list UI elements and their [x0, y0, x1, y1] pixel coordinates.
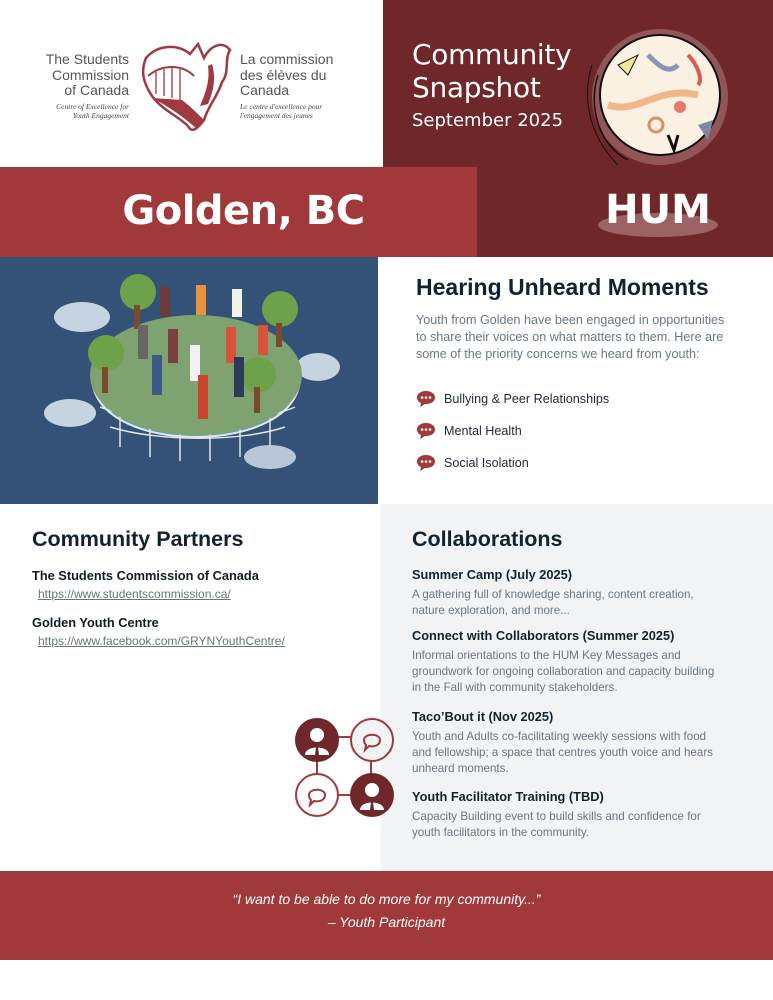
svg-text:HUM: HUM: [605, 187, 711, 233]
section-heading: Collaborations: [412, 527, 563, 551]
list-item: [416, 415, 609, 447]
section-heading: Hearing Unheard Moments: [416, 274, 709, 300]
hum-logo-icon: [578, 25, 738, 240]
partner-link[interactable]: https://www.studentscommission.ca/: [38, 587, 231, 601]
speech-bubble-icon: [416, 422, 436, 440]
logo-fr-line: Canada: [240, 82, 290, 98]
collaboration-network-icon: [293, 713, 398, 821]
collaboration-item: [412, 709, 722, 777]
partner-link[interactable]: https://www.facebook.com/GRYNYouthCentre/: [38, 634, 285, 648]
quote-banner: [0, 871, 773, 960]
title-line: Snapshot: [412, 71, 541, 104]
quote-text: “I want to be able to do more for my community...”: [232, 891, 541, 907]
logo-french-text: [240, 52, 333, 120]
speech-bubble-icon: [416, 390, 436, 408]
collaborations-section: [381, 504, 773, 871]
list-item: [416, 447, 609, 479]
logo-fr-line: La commission: [240, 51, 334, 67]
collaboration-description: Informal orientations to the HUM Key Messages and groundwork for ongoing collaboration and capacity building in the Fall with community stakeholders.: [412, 649, 715, 694]
tagline-line: l'engagement des jeunes: [240, 110, 313, 120]
logo-english-text: [46, 52, 129, 120]
logo-fr-line: des élèves du: [240, 66, 327, 83]
logo-en-tagline: [46, 102, 129, 120]
collaboration-description: A gathering full of knowledge sharing, content creation, nature exploration, and more...: [412, 588, 694, 617]
collaboration-title: Youth Facilitator Training (TBD): [412, 789, 604, 804]
partner-item: [32, 615, 285, 648]
section-heading: Community Partners: [32, 527, 244, 551]
page-title: [412, 38, 571, 104]
quote-attribution: – Youth Participant: [327, 914, 446, 930]
city-name: Golden, BC: [122, 188, 365, 234]
partner-name: The Students Commission of Canada: [32, 568, 259, 583]
community-illustration: [0, 257, 378, 504]
collaboration-description: Capacity Building event to build skills and confidence for youth facilitators in the community.: [412, 810, 701, 839]
city-banner: [0, 167, 477, 257]
collaboration-title: Taco’Bout it (Nov 2025): [412, 709, 554, 724]
collaboration-title: Connect with Collaborators (Summer 2025): [412, 628, 675, 643]
tagline-line: Le centre d'excellence pour: [240, 101, 323, 111]
logo-en-line: of Canada: [64, 82, 129, 98]
collaboration-item: [412, 567, 722, 619]
hearing-unheard-moments-section: [378, 257, 773, 504]
priority-concerns-list: [416, 383, 609, 479]
collaboration-item: [412, 628, 722, 696]
concern-label: Mental Health: [444, 424, 522, 438]
collaboration-description: Youth and Adults co-facilitating weekly sessions with food and fellowship; a space that centres youth voice and hears unheard moments.: [412, 730, 713, 775]
logo-en-line: The Students: [45, 51, 129, 67]
section-body: Youth from Golden have been engaged in opportunities to share their voices on what matters to them. Here are some of the priority concerns we heard from youth:: [416, 313, 725, 361]
canada-map-logo-icon: [138, 36, 238, 136]
concern-label: Bullying & Peer Relationships: [444, 392, 610, 406]
globe-people-illustration-icon: [0, 257, 378, 504]
logo-fr-tagline: [240, 102, 333, 120]
title-line: Community: [412, 38, 572, 71]
list-item: [416, 383, 609, 415]
speech-bubble-icon: [416, 454, 436, 472]
tagline-line: Youth Engagement: [72, 110, 129, 120]
organization-logo-panel: [0, 0, 383, 167]
partner-name: Golden Youth Centre: [32, 615, 159, 630]
concern-label: Social Isolation: [444, 456, 529, 470]
snapshot-date: September 2025: [412, 110, 564, 131]
collaboration-title: Summer Camp (July 2025): [412, 567, 573, 582]
partner-item: [32, 568, 259, 601]
logo-en-line: Commission: [51, 66, 129, 83]
tagline-line: Centre of Excellence for: [56, 101, 129, 111]
collaboration-item: [412, 789, 722, 841]
